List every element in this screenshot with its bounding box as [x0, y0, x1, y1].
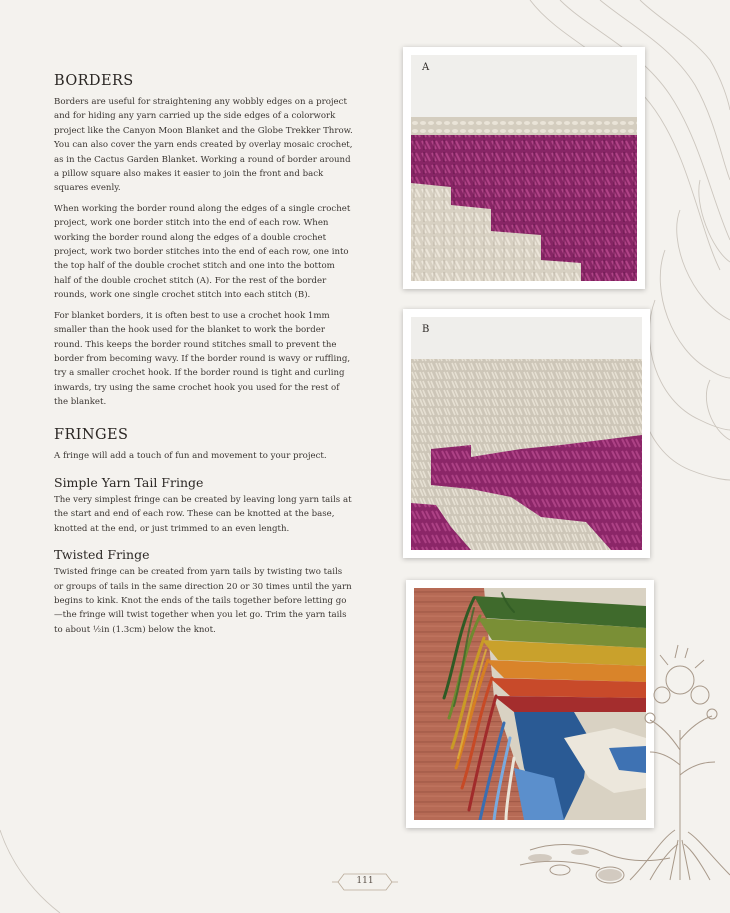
- fringes-heading: FRINGES: [54, 426, 129, 443]
- text-column: [54, 73, 354, 643]
- page-number: 111: [356, 876, 374, 886]
- page-number-badge: [330, 866, 400, 898]
- desert-plant-illustration: [500, 640, 730, 900]
- twisted-fringe-heading: Twisted Fringe: [54, 547, 150, 563]
- photo-b-image: [411, 317, 642, 550]
- fringes-intro: A fringe will add a touch of fun and movement to your project.: [54, 450, 327, 461]
- borders-paragraph-2: When working the border round along the edges of a single crochet project, work one border stitch into the end of each row. When working the border round along the edges of a double crochet project, work two border stitches into the end of each row, one into the top half of the double crochet stitch and one into the bottom half of the double crochet stitch (A). For the rest of the border rounds, work one single crochet stitch into each stitch (B).: [54, 203, 351, 301]
- photo-b: [403, 309, 650, 558]
- photo-b-label: B: [422, 324, 430, 335]
- simple-fringe-heading: Simple Yarn Tail Fringe: [54, 474, 204, 490]
- photo-a-label: A: [422, 62, 430, 73]
- photo-a-image: [411, 55, 637, 281]
- borders-paragraph-1: Borders are useful for straightening any wobbly edges on a project and for hiding any yarn carried up the side edges of a colorwork project like the Canyon Moon Blanket and the Globe Trekker Throw. You can also cover the yarn ends created by overlay mosaic crochet, as in the Cactus Garden Blanket. Working a round of border around a pillow square also makes it easier to join the front and back squares evenly.: [54, 97, 353, 194]
- photo-a: [403, 47, 645, 289]
- borders-paragraph-3: For blanket borders, it is often best to use a crochet hook 1mm smaller than the hook used for the blanket to work the border round. This keeps the border round stitches small to prevent the border from becoming wavy. If the border round is wavy or ruffling, try a smaller crochet hook. If the border round is tight and curling inwards, try using the same crochet hook you used for the rest of the blanket.: [54, 310, 351, 408]
- simple-fringe-body: The very simplest fringe can be created by leaving long yarn tails at the start and end of each row. These can be knotted at the base, knotted at the end, or just trimmed to an even length.: [54, 494, 352, 534]
- borders-heading: BORDERS: [54, 73, 134, 89]
- twisted-fringe-body: Twisted fringe can be created from yarn tails by twisting two tails or groups of tails in the same direction 20 or 30 times until the yarn begins to kink. Knot the ends of the tails together before letting go—the fringe will twist together when you let go. Trim the yarn tails to about ½in (1.3cm) below the knot.: [54, 567, 352, 635]
